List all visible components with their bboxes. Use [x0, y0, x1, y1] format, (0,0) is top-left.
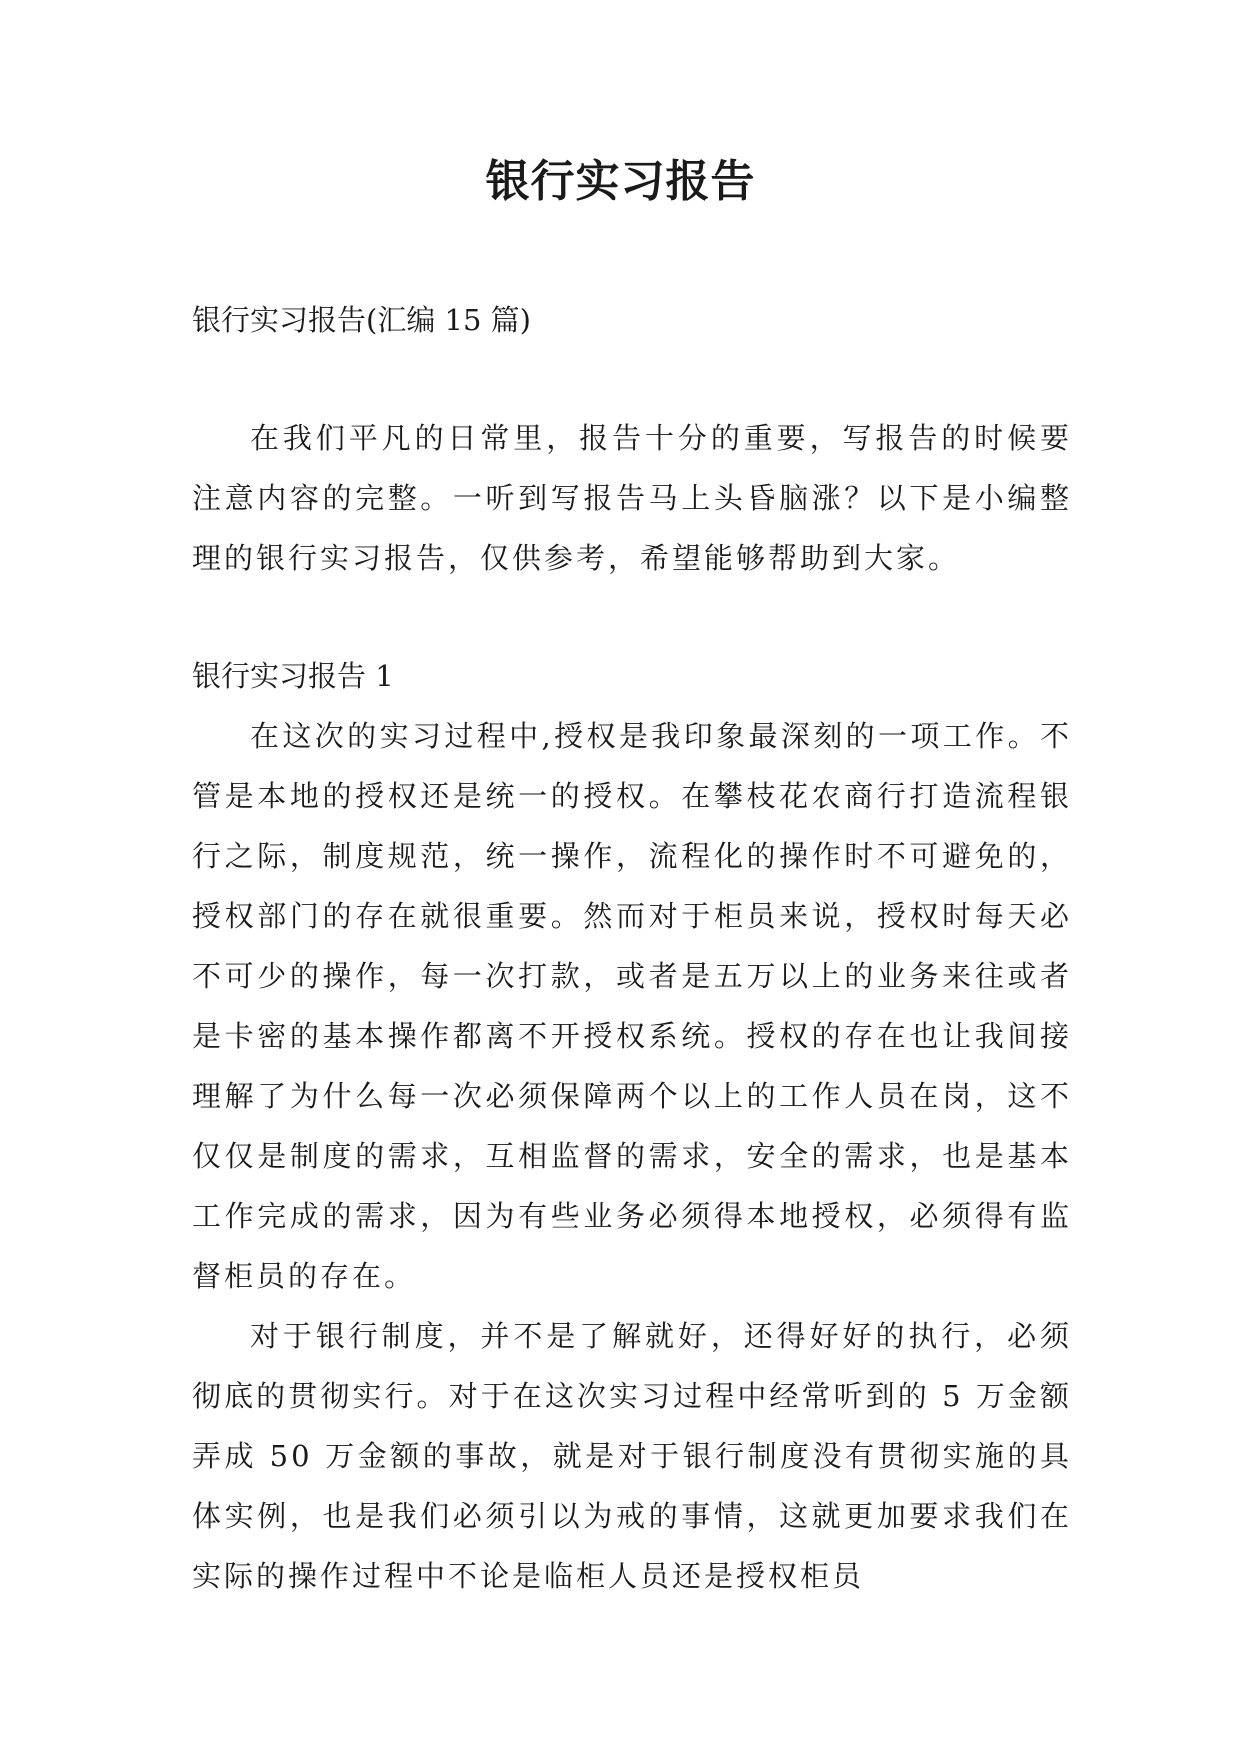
intro-paragraph: 在我们平凡的日常里，报告十分的重要，写报告的时候要注意内容的完整。一听到写报告马上头昏脑涨？以下是小编整理的银行实习报告，仅供参考，希望能够帮助到大家。 — [192, 421, 1072, 575]
intro-section — [192, 408, 1072, 588]
section-heading: 银行实习报告 1 — [192, 659, 394, 693]
document-body — [192, 290, 1072, 1606]
document-title: 银行实习报告 — [485, 156, 756, 207]
body-paragraph: 在这次的实习过程中,授权是我印象最深刻的一项工作。不管是本地的授权还是统一的授权。在攀枝花农商行打造流程银行之际，制度规范，统一操作，流程化的操作时不可避免的，授权部门的存在就很重要。然而对于柜员来说，授权时每天必不可少的操作，每一次打款，或者是五万以上的业务来往或者是卡密的基本操作都离不开授权系统。授权的存在也让我间接理解了为什么每一次必须保障两个以上的工作人员在岗，这不仅仅是制度的需求，互相监督的需求，安全的需求，也是基本工作完成的需求，因为有些业务必须得本地授权，必须得有监督柜员的存在。 — [192, 719, 1072, 1293]
body-paragraph: 对于银行制度，并不是了解就好，还得好好的执行，必须彻底的贯彻实行。对于在这次实习过程中经常听到的 5 万金额弄成 50 万金额的事故，就是对于银行制度没有贯彻实施的具体实例，也是我们必须引以为戒的事情，这就更加要求我们在实际的操作过程中不论是临柜人员还是授权柜员 — [192, 1319, 1072, 1593]
document-subtitle: 银行实习报告(汇编 15 篇) — [192, 303, 531, 337]
section-body — [192, 706, 1072, 1606]
